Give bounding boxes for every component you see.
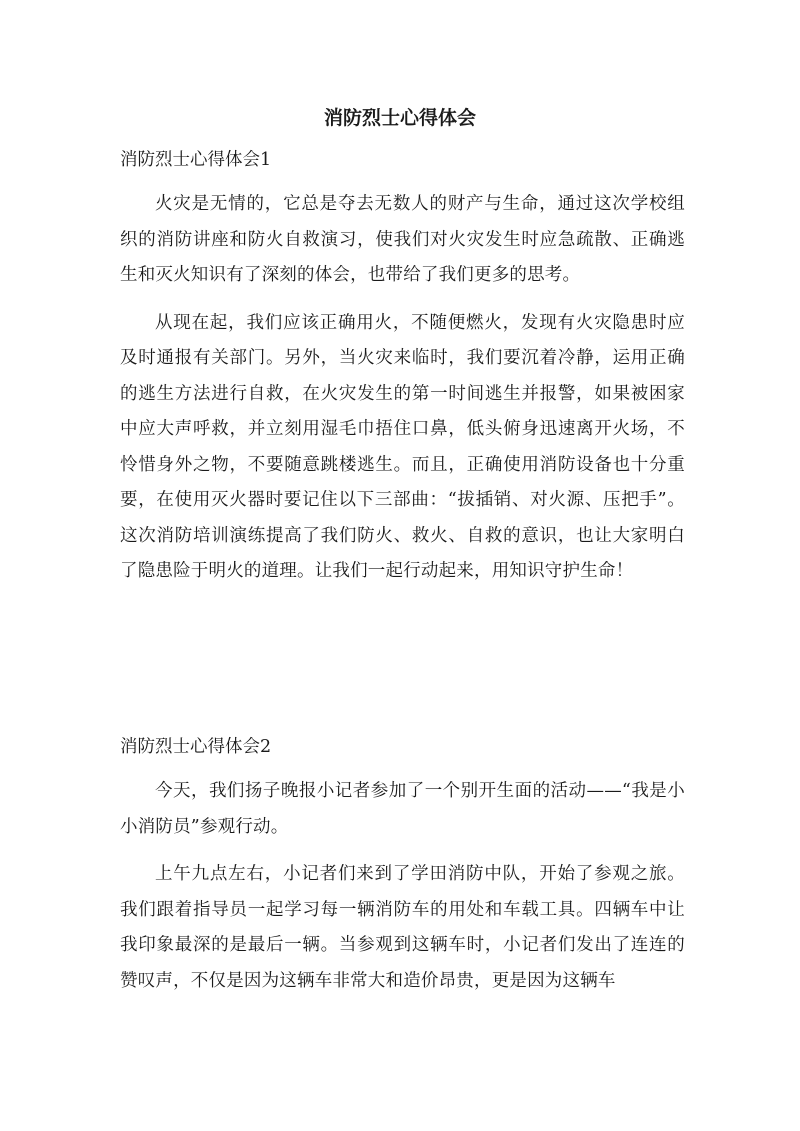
page-title: 消防烈士心得体会 [323,107,476,129]
section-heading-2: 消防烈士心得体会2 [120,737,272,757]
essay-section-1 [120,145,685,590]
section-2-paragraph-2: 上午九点左右，小记者们来到了学田消防中队，开始了参观之旅。我们跟着指导员一起学习每一辆消防车的用处和车载工具。四辆车中让我印象最深的是最后一辆。当参观到这辆车时，小记者们发出了连连的赞叹声，不仅是因为这辆车非常大和造价昂贵，更是因为这辆车 [120,864,685,991]
section-1-paragraph-2: 从现在起，我们应该正确用火，不随便燃火，发现有火灾隐患时应及时通报有关部门。另外，当火灾来临时，我们要沉着冷静，运用正确的逃生方法进行自救，在火灾发生的第一时间逃生并报警，如果被困家中应大声呼救，并立刻用湿毛巾捂住口鼻，低头俯身迅速离开火场，不怜惜身外之物，不要随意跳楼逃生。而且，正确使用消防设备也十分重要，在使用灭火器时要记住以下三部曲：“拔插销、对火源、压把手”。这次消防培训演练提高了我们防火、救火、自救的意识，也让大家明白了隐患险于明火的道理。让我们一起行动起来，用知识守护生命！ [120,312,685,581]
section-1-paragraph-1: 火灾是无情的，它总是夺去无数人的财产与生命，通过这次学校组织的消防讲座和防火自救演习，使我们对火灾发生时应急疏散、正确逃生和灭火知识有了深刻的体会，也带给了我们更多的思考。 [120,194,685,285]
section-heading-1: 消防烈士心得体会1 [120,150,272,170]
section-2-paragraph-1: 今天，我们扬子晚报小记者参加了一个别开生面的活动——“我是小小消防员”参观行动。 [120,781,685,837]
essay-section-2 [120,732,685,999]
